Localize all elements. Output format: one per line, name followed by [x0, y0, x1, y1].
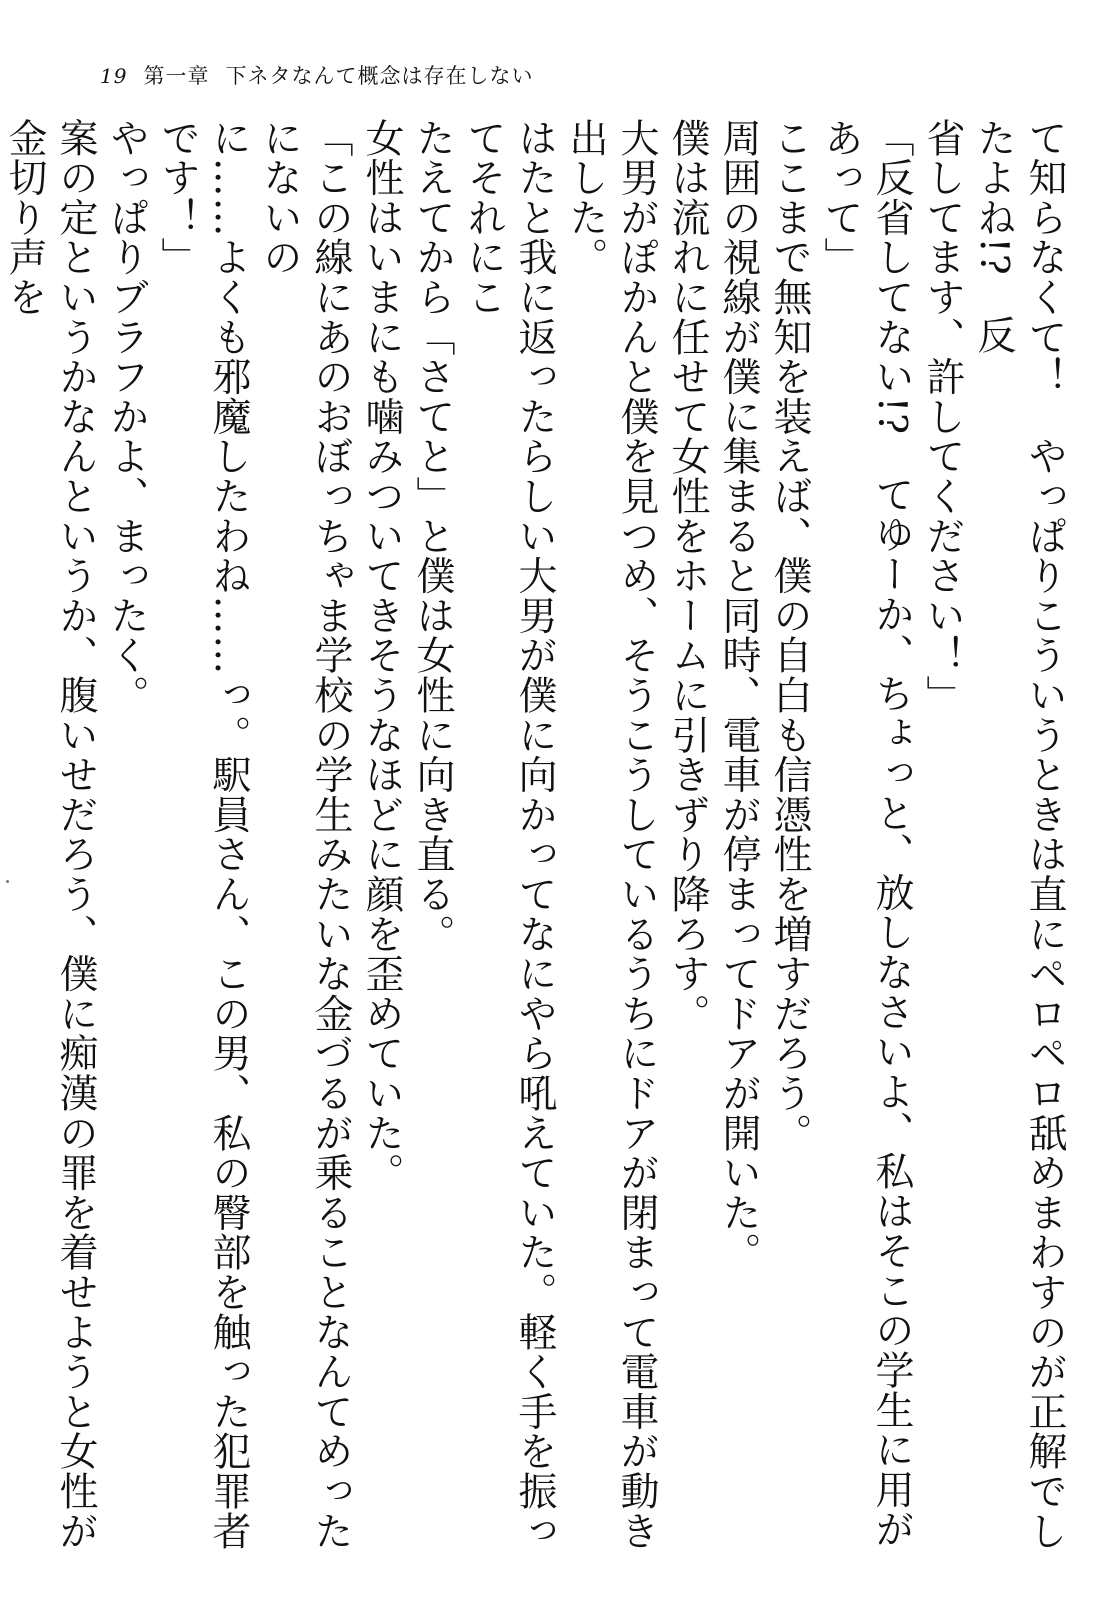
text-line: 省してます、許してください！」	[920, 118, 965, 715]
running-header	[100, 60, 533, 90]
text-line: やっぱりブラフかよ、まったく。	[104, 118, 149, 715]
text-line: 女性はいまにも噛みついてきそうなほどに顔を歪めていた。	[359, 118, 404, 1193]
text-line: 「反省してない!? てゆーか、ちょっと、放しなさいよ、私はそこの学生に用があって」	[818, 118, 914, 1550]
text-line: たえてから「さてと」と僕は女性に向き直る。	[410, 118, 455, 954]
text-line: 大男がぽかんと僕を見つめ、そうこうしているうちにドアが閉まって電車が動き出した。	[563, 118, 659, 1551]
chapter-title: 下ネタなんて概念は存在しない	[225, 64, 534, 88]
text-line: 周囲の視線が僕に集まると同時、電車が停まってドアが開いた。	[716, 118, 761, 1273]
text-line: 「この線にあのおぼっちゃま学校の学生みたいな金づるが乗ることなんてめったにないの	[257, 118, 353, 1551]
text-line: はたと我に返ったらしい大男が僕に向かってなにやら吼えていた。軽く手を振ってそれにこ	[461, 118, 557, 1551]
text-line: に……よくも邪魔したわね……っ。駅員さん、この男、私の臀部を触った犯罪者です！」	[155, 118, 251, 1551]
page-number: 19	[100, 64, 128, 88]
text-line: 僕は流れに任せて女性をホームに引きずり降ろす。	[665, 118, 710, 1034]
text-line: 案の定というかなんというか、腹いせだろう、僕に痴漢の罪を着せようと女性が金切り声を	[2, 118, 98, 1551]
scan-mark	[6, 880, 9, 883]
text-line: ここまで無知を装えば、僕の自白も信憑性を増すだろう。	[767, 118, 812, 1153]
chapter-label: 第一章	[143, 64, 210, 88]
vertical-body-text	[2, 118, 1070, 1558]
text-line: て知らなくて！ やっぱりこういうときは直にペロペロ舐めまわすのが正解でしたよね!? 反	[971, 118, 1067, 1551]
